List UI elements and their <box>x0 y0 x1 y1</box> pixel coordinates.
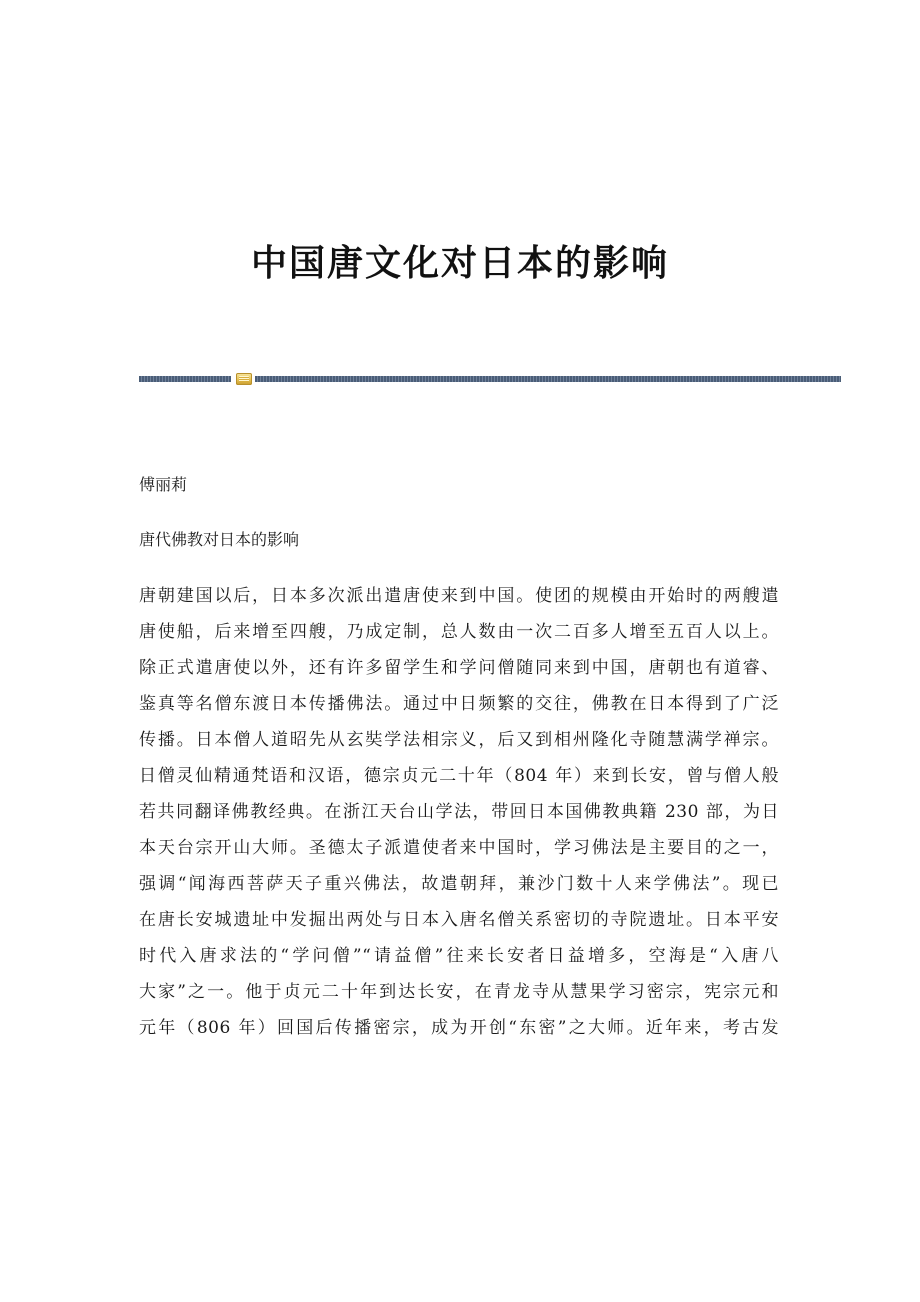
body-line: 鉴真等名僧东渡日本传播佛法。通过中日频繁的交往，佛教在日本得到了广泛 <box>139 694 779 714</box>
body-line: 元年（806 年）回国后传播密宗，成为开创“东密”之大师。近年来，考古发 <box>139 1018 779 1038</box>
section-heading: 唐代佛教对日本的影响 <box>139 530 300 549</box>
title-divider <box>139 373 841 385</box>
body-line: 若共同翻译佛教经典。在浙江天台山学法，带回日本国佛教典籍 230 部，为日 <box>139 802 779 822</box>
body-line: 唐使船，后来增至四艘，乃成定制，总人数由一次二百多人增至五百人以上。 <box>139 622 779 642</box>
body-line: 强调“闻海西菩萨天子重兴佛法，故遣朝拜，兼沙门数十人来学佛法”。现已 <box>139 874 779 894</box>
body-line: 传播。日本僧人道昭先从玄奘学法相宗义，后又到相州隆化寺随慧满学禅宗。 <box>139 730 779 750</box>
document-title: 中国唐文化对日本的影响 <box>250 243 669 285</box>
body-line: 在唐长安城遗址中发掘出两处与日本入唐名僧关系密切的寺院遗址。日本平安 <box>139 910 779 930</box>
body-line: 除正式遣唐使以外，还有许多留学生和学问僧随同来到中国，唐朝也有道睿、 <box>139 658 779 678</box>
body-paragraph <box>139 578 779 1046</box>
body-line: 时代入唐求法的“学问僧”“请益僧”往来长安者日益增多，空海是“入唐八 <box>139 946 779 966</box>
body-line: 大家”之一。他于贞元二十年到达长安，在青龙寺从慧果学习密宗，宪宗元和 <box>139 982 779 1002</box>
divider-ornament-icon <box>236 373 252 385</box>
body-line: 日僧灵仙精通梵语和汉语，德宗贞元二十年（804 年）来到长安，曾与僧人般 <box>139 766 779 786</box>
body-line: 唐朝建国以后，日本多次派出遣唐使来到中国。使团的规模由开始时的两艘遣 <box>139 586 779 606</box>
author-name: 傅丽莉 <box>139 475 188 494</box>
divider-bar-right <box>255 376 841 382</box>
divider-bar-left <box>139 376 231 382</box>
body-line: 本天台宗开山大师。圣德太子派遣使者来中国时，学习佛法是主要目的之一， <box>139 838 779 858</box>
